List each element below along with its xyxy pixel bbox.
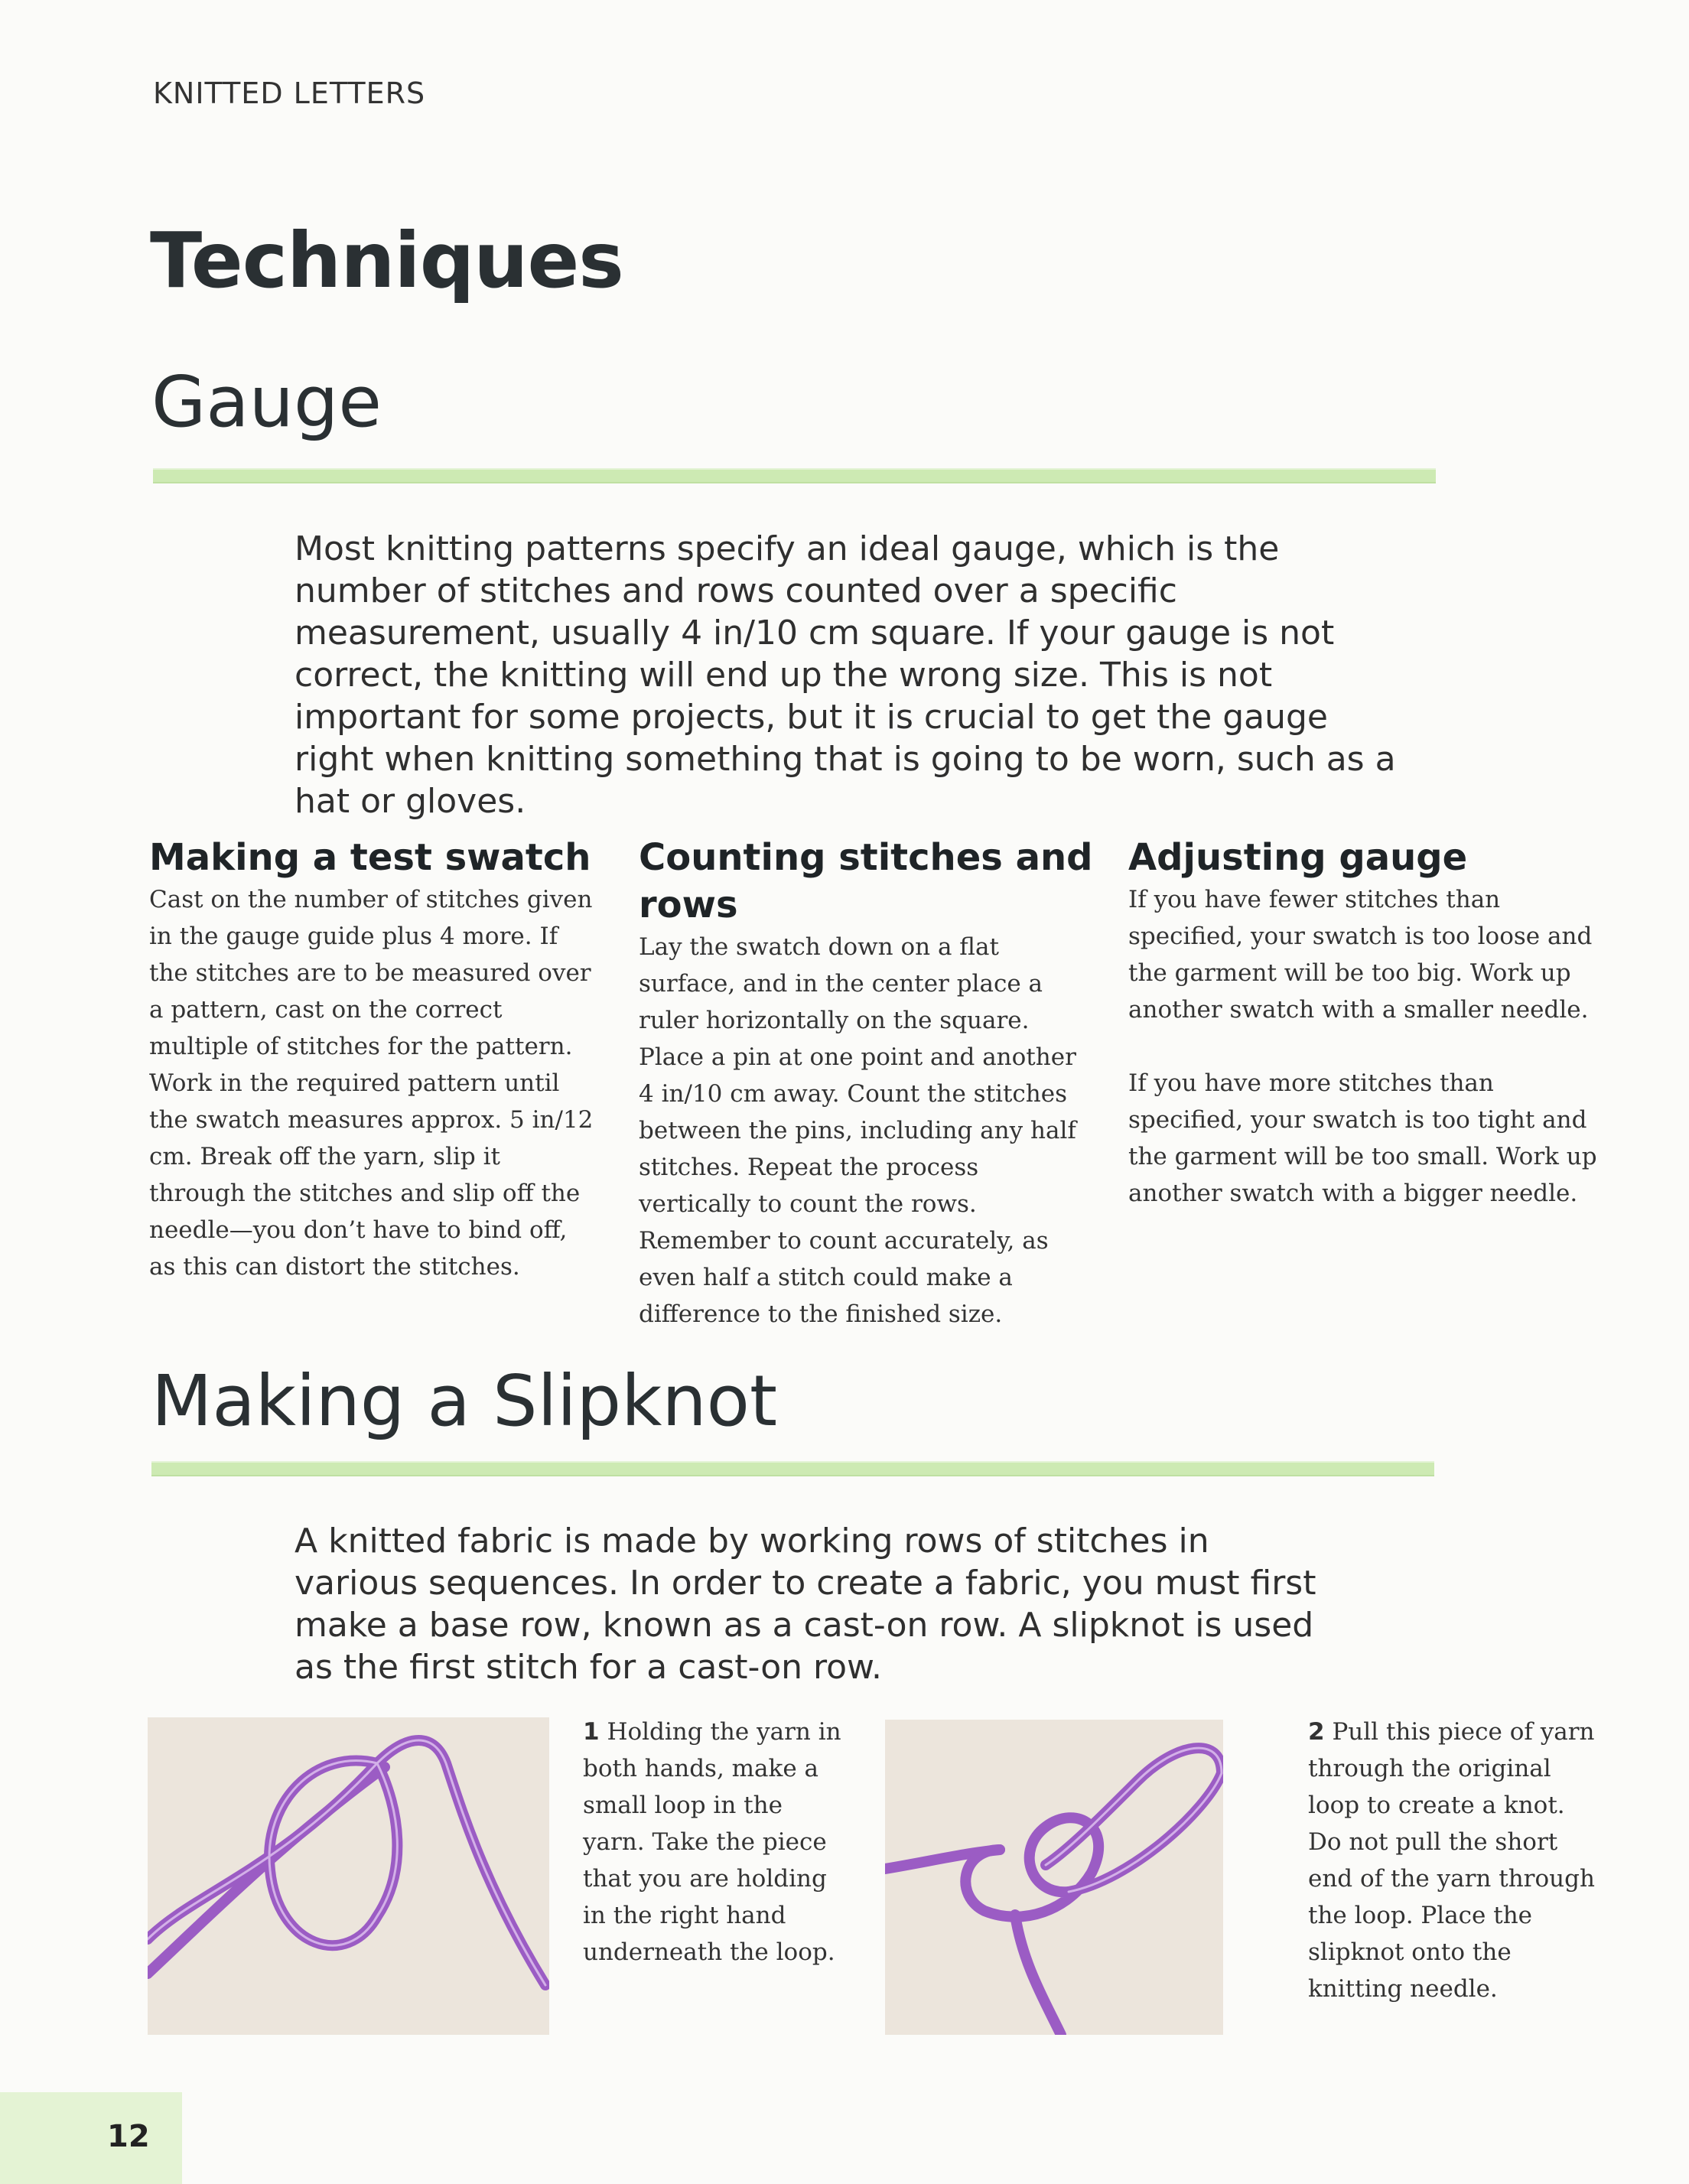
- column-adjusting: [1128, 834, 1603, 1248]
- column-test-swatch: [149, 834, 600, 1285]
- column-body-para: If you have more stitches than specified, your swatch is too tight and the garment will be too small. Work up another swatch with a bigger needle.: [1128, 1069, 1597, 1207]
- page-number: 12: [107, 2119, 150, 2154]
- column-counting: [639, 834, 1098, 1333]
- gauge-intro: Most knitting patterns specify an ideal gauge, which is the number of stitches and rows counted over a specific measurement, usually 4 in/10 cm square. If your gauge is not correct, the knitting will end up the wrong size. This is not important for some projects, but it is crucial to get the gauge right when knitting something that is going to be worn, such as a hat or gloves.: [295, 529, 1396, 821]
- step-1-text: [583, 1714, 847, 1971]
- step-number: 2: [1308, 1718, 1325, 1746]
- step-2-photo: [885, 1720, 1223, 2035]
- column-body: Cast on the number of stitches given in the gauge guide plus 4 more. If the stitches are to be measured over a pattern, cast on the correct multiple of stitches for the pattern. Work in the required pattern until the swatch measures approx. 5 in/12 cm. Break off the yarn, slip it through the stitches and slip off the needle—you don’t have to bind off, as this can distort the stitches.: [149, 886, 594, 1281]
- column-body: Lay the swatch down on a flat surface, and in the center place a ruler horizontally on the square. Place a pin at one point and another 4 in/10 cm away. Count the stitches between the pins, including any half stitches. Repeat the process vertically to count the rows. Remember to count accurately, as even half a stitch could make a difference to the finished size.: [639, 933, 1076, 1328]
- section-divider: [151, 1461, 1434, 1476]
- column-body-para: If you have fewer stitches than specified, your swatch is too loose and the garment will be too big. Work up another swatch with a smaller needle.: [1128, 886, 1593, 1024]
- column-heading: Counting stitches and rows: [639, 836, 1093, 926]
- slipknot-illustration: [885, 1720, 1223, 2035]
- gauge-heading: Gauge: [151, 361, 382, 443]
- column-heading: Making a test swatch: [149, 836, 591, 879]
- column-heading: Adjusting gauge: [1128, 836, 1468, 879]
- step-body: Pull this piece of yarn through the original loop to create a knot. Do not pull the short end of the yarn through the loop. Place the slipknot onto the knitting needle.: [1308, 1718, 1595, 2003]
- yarn-loop-illustration: [148, 1717, 549, 2035]
- step-1-photo: [148, 1717, 549, 2035]
- running-head: KNITTED LETTERS: [153, 76, 426, 110]
- step-2-text: [1308, 1714, 1599, 2007]
- folio-tab: [0, 2092, 182, 2184]
- page-title: Techniques: [150, 216, 623, 305]
- section-divider: [153, 468, 1436, 483]
- slipknot-heading: Making a Slipknot: [151, 1360, 778, 1442]
- step-body: Holding the yarn in both hands, make a small loop in the yarn. Take the piece that you are holding in the right hand underneath the loop.: [583, 1718, 841, 1966]
- step-number: 1: [583, 1718, 600, 1746]
- slipknot-intro: A knitted fabric is made by working rows of stitches in various sequences. In order to create a fabric, you must first make a base row, known as a cast-on row. A slipknot is used as the first stitch for a cast-on row.: [295, 1522, 1316, 1687]
